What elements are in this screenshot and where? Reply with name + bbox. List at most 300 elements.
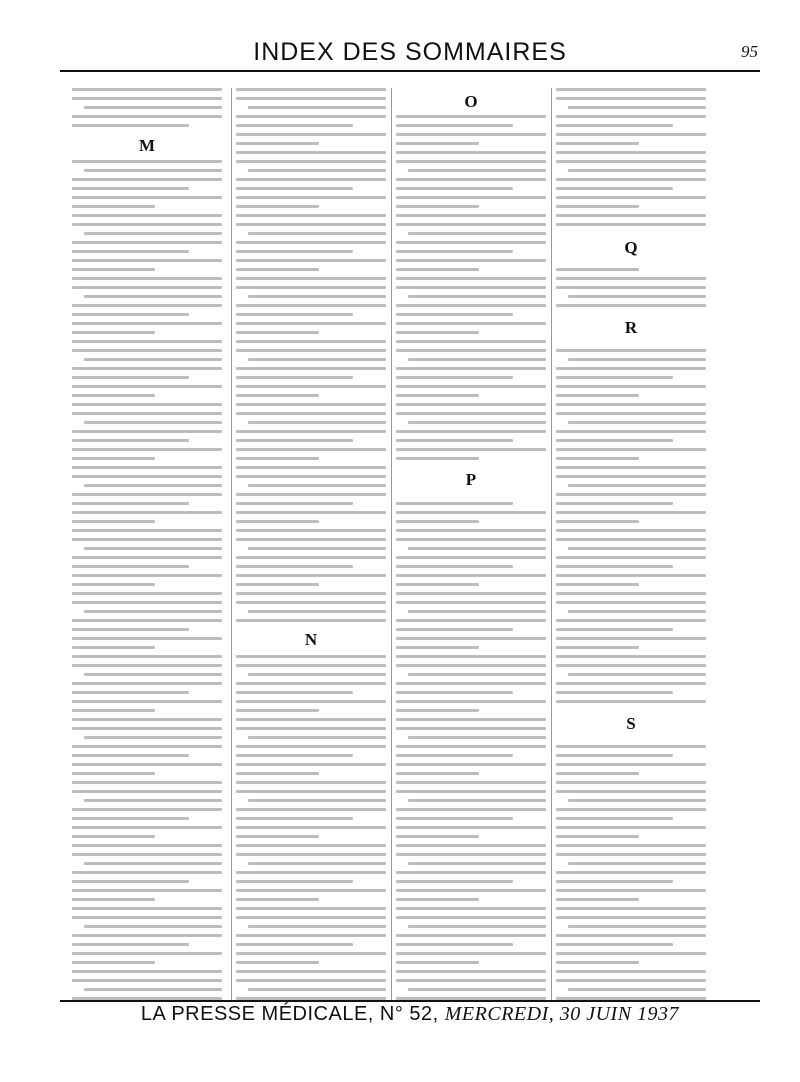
entry-placeholder-line [72,448,222,451]
entry-placeholder-line [72,286,222,289]
entry-placeholder-line [396,772,479,775]
entry-placeholder-line [396,205,479,208]
entry-placeholder-line [556,475,706,478]
entry-placeholder-line [396,781,546,784]
section-letter-s: S [626,714,636,733]
entry-placeholder-line [248,106,386,109]
entry-placeholder-line [236,151,386,154]
entry-placeholder-line [568,673,706,676]
entry-placeholder-line [236,322,386,325]
entry-placeholder-line [556,223,706,226]
entry-placeholder-line [556,304,706,307]
entry-placeholder-line [236,493,386,496]
entry-placeholder-line [84,799,222,802]
entry-placeholder-line [84,673,222,676]
entry-placeholder-line [408,421,546,424]
index-column-2 [236,88,386,1000]
entry-placeholder-line [72,196,222,199]
entry-placeholder-line [396,889,546,892]
entry-placeholder-line [408,547,546,550]
entry-placeholder-line [236,88,386,91]
entry-placeholder-line [556,754,673,757]
entry-placeholder-line [236,466,386,469]
entry-placeholder-line [556,664,706,667]
entry-placeholder-line [72,268,155,271]
entry-placeholder-line [248,358,386,361]
entry-placeholder-line [72,583,155,586]
entry-placeholder-line [556,907,706,910]
entry-placeholder-line [72,844,222,847]
entry-placeholder-line [556,394,639,397]
entry-placeholder-line [236,97,386,100]
entry-placeholder-line [396,178,546,181]
entry-placeholder-line [396,115,546,118]
entry-placeholder-line [72,178,222,181]
entry-placeholder-line [248,421,386,424]
entry-placeholder-line [72,475,222,478]
entry-placeholder-line [556,637,706,640]
entry-placeholder-line [556,970,706,973]
entry-placeholder-line [72,763,222,766]
page-header [60,32,760,70]
entry-placeholder-line [248,169,386,172]
entry-placeholder-line [236,979,386,982]
entry-placeholder-line [236,187,353,190]
entry-placeholder-line [236,394,319,397]
entry-placeholder-line [72,466,222,469]
entry-placeholder-line [236,268,319,271]
entry-placeholder-line [556,628,673,631]
entry-placeholder-line [556,268,639,271]
entry-placeholder-line [556,979,706,982]
entry-placeholder-line [556,583,639,586]
entry-placeholder-line [236,700,386,703]
entry-placeholder-line [396,349,546,352]
entry-placeholder-line [396,457,479,460]
entry-placeholder-line [556,97,706,100]
entry-placeholder-line [396,259,546,262]
entry-placeholder-line [72,682,222,685]
entry-placeholder-line [236,961,319,964]
entry-placeholder-line [236,349,386,352]
entry-placeholder-line [248,610,386,613]
entry-placeholder-line [72,349,222,352]
page-number: 95 [741,42,758,61]
entry-placeholder-line [568,358,706,361]
entry-placeholder-line [396,844,546,847]
entry-placeholder-line [556,286,706,289]
entry-placeholder-line [396,826,546,829]
entry-placeholder-line [568,295,706,298]
entry-placeholder-line [236,718,386,721]
entry-placeholder-line [72,367,222,370]
entry-placeholder-line [396,268,479,271]
entry-placeholder-line [408,232,546,235]
entry-placeholder-line [396,583,479,586]
entry-placeholder-line [236,520,319,523]
entry-placeholder-line [248,673,386,676]
entry-placeholder-line [72,556,222,559]
entry-placeholder-line [396,340,546,343]
entry-placeholder-line [236,727,386,730]
entry-placeholder-line [236,223,386,226]
entry-placeholder-line [236,538,386,541]
entry-placeholder-line [396,448,546,451]
entry-placeholder-line [236,304,386,307]
entry-placeholder-line [396,601,546,604]
entry-placeholder-line [556,520,639,523]
entry-placeholder-line [568,799,706,802]
entry-placeholder-line [408,925,546,928]
entry-placeholder-line [396,592,546,595]
entry-placeholder-line [396,790,546,793]
journal-name: LA PRESSE MÉDICALE, N° 52, [140,1003,439,1025]
entry-placeholder-line [72,493,222,496]
entry-placeholder-line [396,520,479,523]
entry-placeholder-line [556,961,639,964]
entry-placeholder-line [236,601,386,604]
section-letter-q: Q [624,238,638,257]
entry-placeholder-line [396,871,546,874]
entry-placeholder-line [396,952,546,955]
entry-placeholder-line [396,196,546,199]
entry-placeholder-line [556,205,639,208]
entry-placeholder-line [72,538,222,541]
entry-placeholder-line [72,322,222,325]
entry-placeholder-line [84,232,222,235]
entry-placeholder-line [396,835,479,838]
entry-placeholder-line [396,250,513,253]
entry-placeholder-line [556,934,706,937]
entry-placeholder-line [72,214,222,217]
entry-placeholder-line [236,835,319,838]
entry-placeholder-line [396,277,546,280]
header-rule [60,70,760,72]
entry-placeholder-line [396,700,546,703]
entry-placeholder-line [556,745,706,748]
entry-placeholder-line [408,673,546,676]
entry-placeholder-line [236,205,319,208]
entry-placeholder-line [396,979,546,982]
entry-placeholder-line [72,565,189,568]
entry-placeholder-line [236,196,386,199]
entry-placeholder-line [556,592,706,595]
entry-placeholder-line [72,160,222,163]
index-column-4 [556,88,706,1000]
entry-placeholder-line [72,412,222,415]
entry-placeholder-line [396,637,546,640]
entry-placeholder-line [248,547,386,550]
entry-placeholder-line [236,259,386,262]
entry-placeholder-line [556,214,706,217]
entry-placeholder-line [556,889,706,892]
entry-placeholder-line [556,88,706,91]
entry-placeholder-line [556,835,639,838]
entry-placeholder-line [396,646,479,649]
entry-placeholder-line [396,331,479,334]
issue-date: MERCREDI, 30 JUIN 1937 [444,1003,680,1025]
entry-placeholder-line [84,862,222,865]
entry-placeholder-line [72,754,189,757]
entry-placeholder-line [556,772,639,775]
entry-placeholder-line [556,187,673,190]
entry-placeholder-line [248,232,386,235]
entry-placeholder-line [72,979,222,982]
entry-placeholder-line [408,799,546,802]
entry-placeholder-line [236,565,353,568]
entry-placeholder-line [396,133,546,136]
entry-placeholder-line [236,448,386,451]
entry-placeholder-line [236,250,353,253]
entry-placeholder-line [396,187,513,190]
entry-placeholder-line [84,736,222,739]
entry-placeholder-line [72,853,222,856]
entry-placeholder-line [72,340,222,343]
entry-placeholder-line [396,151,546,154]
entry-placeholder-line [84,169,222,172]
entry-placeholder-line [568,547,706,550]
entry-placeholder-line [568,106,706,109]
entry-placeholder-line [236,592,386,595]
entry-placeholder-line [84,484,222,487]
entry-placeholder-line [556,682,706,685]
entry-placeholder-line [556,115,706,118]
entry-placeholder-line [396,430,546,433]
entry-placeholder-line [568,988,706,991]
section-letter-p: P [465,470,477,489]
entry-placeholder-line [84,547,222,550]
index-title: INDEX DES SOMMAIRES [253,38,567,66]
entry-placeholder-line [236,583,319,586]
entry-placeholder-line [556,367,706,370]
entry-placeholder-line [72,943,189,946]
entry-placeholder-line [236,412,386,415]
entry-placeholder-line [236,277,386,280]
entry-placeholder-line [396,223,546,226]
entry-placeholder-line [72,97,222,100]
entry-placeholder-line [72,277,222,280]
entry-placeholder-line [396,655,546,658]
entry-placeholder-line [236,241,386,244]
entry-placeholder-line [396,691,513,694]
entry-placeholder-line [236,367,386,370]
entry-placeholder-line [236,682,386,685]
entry-placeholder-line [84,610,222,613]
entry-placeholder-line [396,682,546,685]
entry-placeholder-line [556,277,706,280]
entry-placeholder-line [556,538,706,541]
entry-placeholder-line [396,718,546,721]
entry-placeholder-line [556,412,706,415]
entry-placeholder-line [72,520,155,523]
entry-placeholder-line [408,736,546,739]
column-separator [551,88,552,1000]
entry-placeholder-line [236,826,386,829]
entry-placeholder-line [396,619,546,622]
entry-placeholder-line [396,853,546,856]
entry-placeholder-line [396,565,513,568]
entry-placeholder-line [72,700,222,703]
entry-placeholder-line [236,790,386,793]
entry-placeholder-line [236,529,386,532]
entry-placeholder-line [248,862,386,865]
entry-placeholder-line [556,466,706,469]
entry-placeholder-line [408,988,546,991]
entry-placeholder-line [248,295,386,298]
entry-placeholder-line [236,943,353,946]
section-letter-r: R [624,318,638,337]
entry-placeholder-line [556,817,673,820]
entry-placeholder-line [556,133,706,136]
entry-placeholder-line [72,889,222,892]
entry-placeholder-line [408,295,546,298]
entry-placeholder-line [236,664,386,667]
entry-placeholder-line [236,574,386,577]
entry-placeholder-line [396,763,546,766]
entry-placeholder-line [236,331,319,334]
entry-placeholder-line [72,961,155,964]
entry-placeholder-line [556,808,706,811]
entry-placeholder-line [556,529,706,532]
entry-placeholder-line [72,655,222,658]
entry-placeholder-line [236,115,386,118]
entry-placeholder-line [556,160,706,163]
column-separator [391,88,392,1000]
entry-placeholder-line [556,196,706,199]
entry-placeholder-line [236,439,353,442]
entry-placeholder-line [236,457,319,460]
entry-placeholder-line [72,790,222,793]
entry-placeholder-line [72,637,222,640]
entry-placeholder-line [556,124,673,127]
entry-placeholder-line [396,898,479,901]
entry-placeholder-line [248,484,386,487]
entry-placeholder-line [556,511,706,514]
entry-placeholder-line [556,700,706,703]
entry-placeholder-line [556,502,673,505]
entry-placeholder-line [408,169,546,172]
entry-placeholder-line [236,160,386,163]
entry-placeholder-line [236,178,386,181]
entry-placeholder-line [84,421,222,424]
entry-placeholder-line [72,808,222,811]
entry-placeholder-line [556,781,706,784]
entry-placeholder-line [72,664,222,667]
entry-placeholder-line [396,376,513,379]
entry-placeholder-line [568,421,706,424]
entry-placeholder-line [236,853,386,856]
entry-placeholder-line [396,709,479,712]
entry-placeholder-line [236,502,353,505]
entry-placeholder-line [236,844,386,847]
entry-placeholder-line [556,142,639,145]
entry-placeholder-line [248,736,386,739]
entry-placeholder-line [72,619,222,622]
entry-placeholder-line [396,727,546,730]
entry-placeholder-line [408,862,546,865]
entry-placeholder-line [568,925,706,928]
entry-placeholder-line [236,511,386,514]
entry-placeholder-line [556,565,673,568]
entry-placeholder-line [396,754,513,757]
entry-placeholder-line [72,457,155,460]
entry-placeholder-line [396,502,513,505]
entry-placeholder-line [236,754,353,757]
entry-placeholder-line [396,160,546,163]
entry-placeholder-line [236,313,353,316]
entry-placeholder-line [556,853,706,856]
entry-placeholder-line [556,457,639,460]
entry-placeholder-line [556,178,706,181]
entry-placeholder-line [396,241,546,244]
entry-placeholder-line [72,907,222,910]
entry-placeholder-line [396,304,546,307]
entry-placeholder-line [72,241,222,244]
entry-placeholder-line [236,709,319,712]
entry-placeholder-line [556,952,706,955]
entry-placeholder-line [72,709,155,712]
entry-placeholder-line [396,907,546,910]
entry-placeholder-line [72,628,189,631]
entry-placeholder-line [556,574,706,577]
entry-placeholder-line [396,124,513,127]
entry-placeholder-line [236,952,386,955]
entry-placeholder-line [236,556,386,559]
column-separator [231,88,232,1000]
entry-placeholder-line [396,628,513,631]
entry-placeholder-line [236,772,319,775]
entry-placeholder-line [72,592,222,595]
entry-placeholder-line [396,808,546,811]
entry-placeholder-line [248,988,386,991]
entry-placeholder-line [236,385,386,388]
entry-placeholder-line [556,556,706,559]
entry-placeholder-line [396,403,546,406]
entry-placeholder-line [236,340,386,343]
entry-placeholder-line [72,970,222,973]
entry-placeholder-line [72,88,222,91]
entry-placeholder-line [84,988,222,991]
index-column-3 [396,88,546,1000]
entry-placeholder-line [568,484,706,487]
entry-placeholder-line [72,502,189,505]
entry-placeholder-line [236,808,386,811]
entry-placeholder-line [248,799,386,802]
entry-placeholder-line [556,880,673,883]
entry-placeholder-line [396,664,546,667]
entry-placeholder-line [72,439,189,442]
entry-placeholder-line [556,844,706,847]
entry-placeholder-line [72,817,189,820]
entry-placeholder-line [236,691,353,694]
entry-placeholder-line [72,187,189,190]
entry-placeholder-line [84,925,222,928]
entry-placeholder-line [408,358,546,361]
entry-placeholder-line [396,880,513,883]
entry-placeholder-line [72,430,222,433]
entry-placeholder-line [568,610,706,613]
entry-placeholder-line [556,403,706,406]
entry-placeholder-line [72,835,155,838]
entry-placeholder-line [72,772,155,775]
entry-placeholder-line [396,412,546,415]
entry-placeholder-line [236,934,386,937]
entry-placeholder-line [556,439,673,442]
entry-placeholder-line [72,574,222,577]
entry-placeholder-line [556,493,706,496]
entry-placeholder-line [396,934,546,937]
entry-placeholder-line [72,115,222,118]
